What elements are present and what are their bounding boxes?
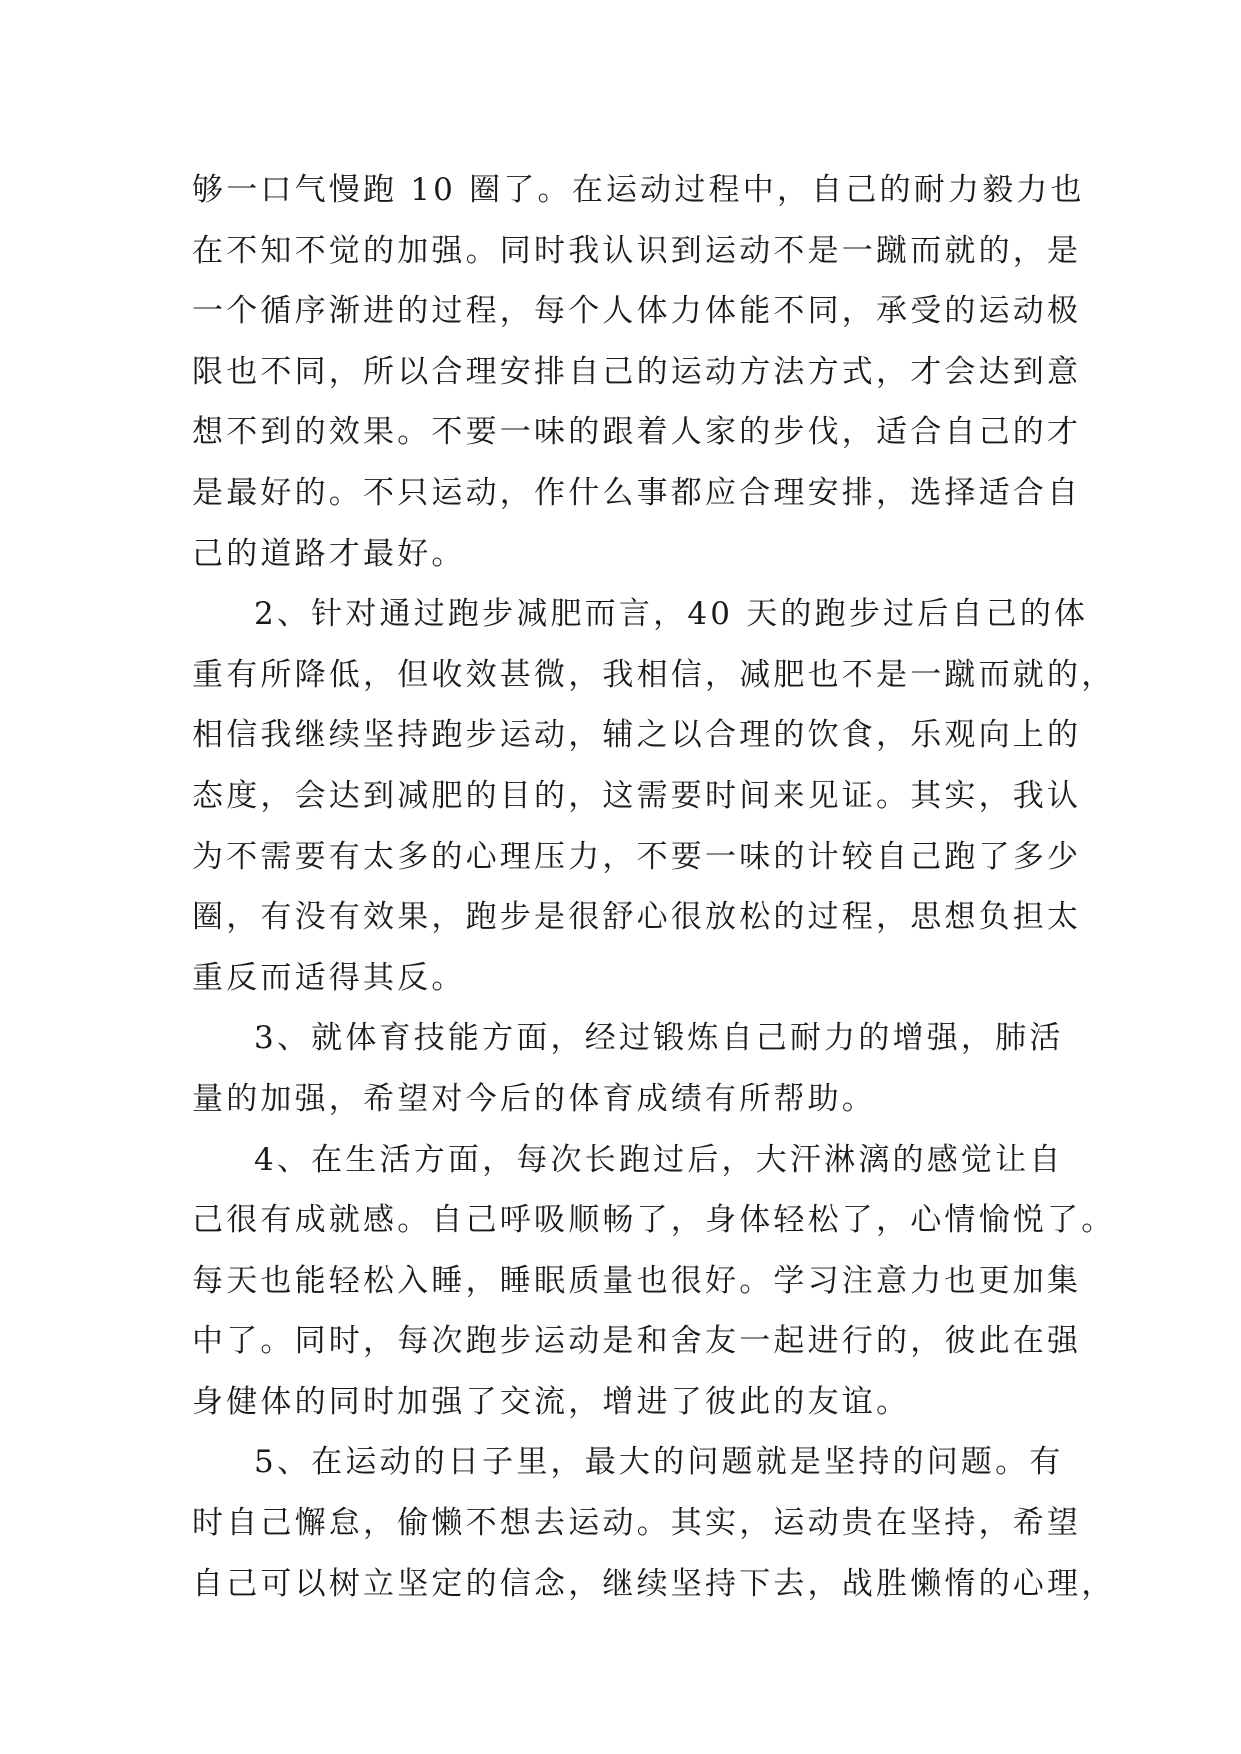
paragraph-start-line: 2、针对通过跑步减肥而言，40 天的跑步过后自己的体 bbox=[254, 596, 1089, 633]
text-line: 己的道路才最好。 bbox=[192, 535, 466, 572]
text-line: 自己可以树立坚定的信念，继续坚持下去，战胜懒惰的心理， bbox=[192, 1565, 1116, 1602]
text-line: 在不知不觉的加强。同时我认识到运动不是一蹴而就的，是 bbox=[192, 232, 1082, 269]
text-line: 重反而适得其反。 bbox=[192, 959, 466, 996]
text-line: 时自己懈怠，偷懒不想去运动。其实，运动贵在坚持，希望 bbox=[192, 1505, 1082, 1542]
text-line: 身健体的同时加强了交流，增进了彼此的友谊。 bbox=[192, 1383, 911, 1420]
text-line: 想不到的效果。不要一味的跟着人家的步伐，适合自己的才 bbox=[192, 414, 1082, 451]
text-line: 量的加强，希望对今后的体育成绩有所帮助。 bbox=[192, 1080, 876, 1117]
text-line: 每天也能轻松入睡，睡眠质量也很好。学习注意力也更加集 bbox=[192, 1262, 1082, 1299]
paragraph-start-line: 4、在生活方面，每次长跑过后，大汗淋漓的感觉让自 bbox=[254, 1141, 1064, 1178]
text-line: 限也不同，所以合理安排自己的运动方法方式，才会达到意 bbox=[192, 353, 1082, 390]
text-line: 够一口气慢跑 10 圈了。在运动过程中，自己的耐力毅力也 bbox=[192, 172, 1085, 208]
text-line: 相信我继续坚持跑步运动，辅之以合理的饮食，乐观向上的 bbox=[192, 717, 1082, 754]
text-line: 一个循序渐进的过程，每个人体力体能不同，承受的运动极 bbox=[192, 293, 1082, 330]
text-line: 是最好的。不只运动，作什么事都应合理安排，选择适合自 bbox=[192, 474, 1082, 511]
body-text bbox=[192, 160, 1116, 1614]
text-line: 中了。同时，每次跑步运动是和舍友一起进行的，彼此在强 bbox=[192, 1323, 1082, 1360]
text-line: 重有所降低，但收效甚微，我相信，减肥也不是一蹴而就的， bbox=[192, 656, 1116, 693]
paragraph-start-line: 3、就体育技能方面，经过锻炼自己耐力的增强，肺活 bbox=[254, 1020, 1064, 1057]
text-line: 圈，有没有效果，跑步是很舒心很放松的过程，思想负担太 bbox=[192, 899, 1082, 936]
paragraph-start-line: 5、在运动的日子里，最大的问题就是坚持的问题。有 bbox=[254, 1444, 1064, 1481]
text-line: 为不需要有太多的心理压力，不要一味的计较自己跑了多少 bbox=[192, 838, 1082, 875]
text-line: 己很有成就感。自己呼吸顺畅了，身体轻松了，心情愉悦了。 bbox=[192, 1202, 1116, 1239]
text-line: 态度，会达到减肥的目的，这需要时间来见证。其实，我认 bbox=[192, 777, 1082, 814]
